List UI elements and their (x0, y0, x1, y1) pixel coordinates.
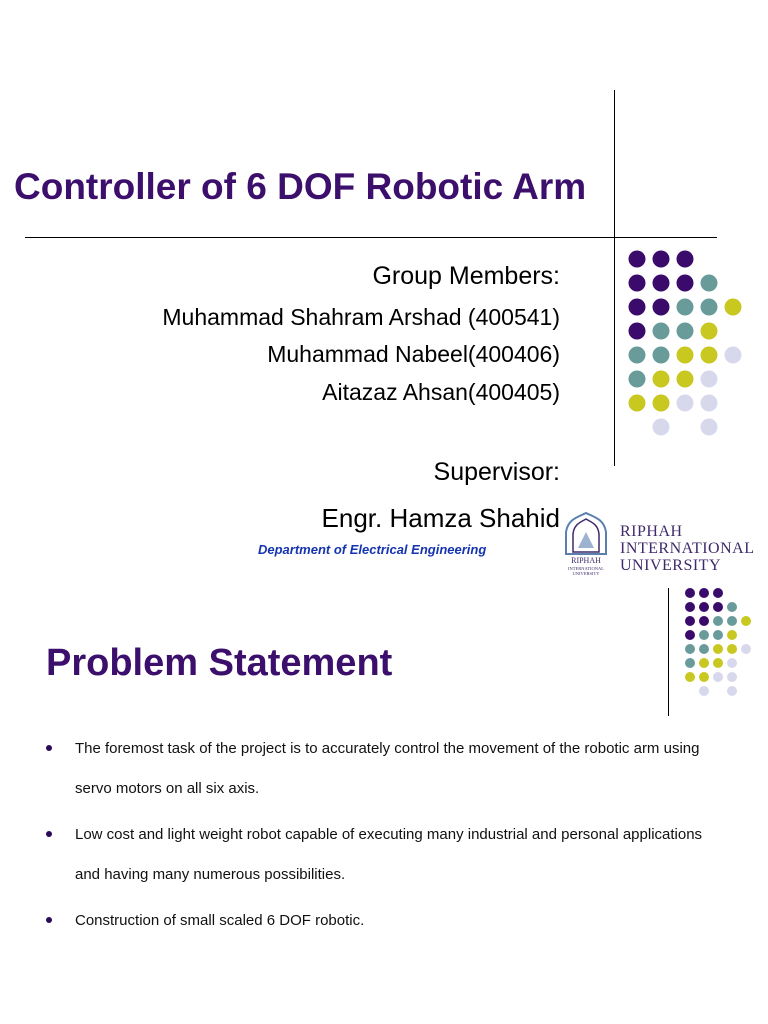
decorative-dot (685, 658, 695, 668)
decorative-dot (629, 323, 646, 340)
logo-line: UNIVERSITY (620, 557, 721, 574)
decorative-dot (653, 419, 670, 436)
department-label: Department of Electrical Engineering (258, 542, 487, 557)
decorative-dot (727, 616, 737, 626)
decorative-dot (713, 602, 723, 612)
decorative-dot (699, 686, 709, 696)
decorative-dot (713, 644, 723, 654)
member-name: Muhammad Shahram Arshad (400541) (162, 304, 560, 330)
title-underline (25, 237, 717, 238)
bullet-text: Construction of small scaled 6 DOF robotic. (75, 912, 365, 929)
decorative-dot (701, 395, 718, 412)
member-name: Aitazaz Ahsan(400405) (322, 379, 560, 405)
decorative-dot (653, 347, 670, 364)
decorative-dot (699, 644, 709, 654)
decorative-dot (741, 616, 751, 626)
decorative-dot (727, 630, 737, 640)
slide-title: Controller of 6 DOF Robotic Arm (14, 166, 587, 207)
group-members-label: Group Members: (372, 262, 560, 290)
decorative-dot (727, 658, 737, 668)
decorative-dot (725, 347, 742, 364)
decorative-dot (727, 644, 737, 654)
decorative-dot (713, 616, 723, 626)
decorative-dot (699, 616, 709, 626)
decorative-dot (713, 658, 723, 668)
decorative-dot (653, 275, 670, 292)
decorative-dot (701, 419, 718, 436)
decorative-dot (629, 275, 646, 292)
decorative-dot (629, 395, 646, 412)
decorative-dot (699, 588, 709, 598)
decorative-dot (699, 658, 709, 668)
decorative-dot (677, 275, 694, 292)
svg-text:UNIVERSITY: UNIVERSITY (572, 571, 600, 576)
decorative-dot (699, 630, 709, 640)
decorative-dot (653, 371, 670, 388)
decorative-dot (725, 299, 742, 316)
decorative-dot (677, 251, 694, 268)
svg-text:INTERNATIONAL: INTERNATIONAL (568, 566, 604, 571)
bullet-icon (46, 917, 52, 923)
vertical-divider (668, 588, 669, 716)
supervisor-name: Engr. Hamza Shahid (321, 503, 560, 533)
decorative-dot (653, 299, 670, 316)
bullet-text: The foremost task of the project is to accurately control the movement of the robotic arm using servo motors on all six axis. (75, 740, 700, 797)
decorative-dot (685, 630, 695, 640)
decorative-dot (713, 672, 723, 682)
decorative-dot (713, 630, 723, 640)
logo-line: INTERNATIONAL (620, 540, 755, 557)
member-name: Muhammad Nabeel(400406) (267, 341, 560, 367)
decorative-dot (701, 299, 718, 316)
decorative-dot (685, 616, 695, 626)
decorative-dot (701, 347, 718, 364)
decorative-dot (677, 323, 694, 340)
decorative-dot (699, 672, 709, 682)
decorative-dot-grid (682, 587, 754, 697)
decorative-dot (653, 251, 670, 268)
decorative-dot (699, 602, 709, 612)
decorative-dot (741, 644, 751, 654)
decorative-dot (685, 644, 695, 654)
decorative-dot (629, 371, 646, 388)
vertical-divider (614, 90, 615, 466)
decorative-dot (677, 299, 694, 316)
bullet-text: Low cost and light weight robot capable of executing many industrial and personal applications and having many numerous possibilities. (75, 826, 703, 883)
decorative-dot (629, 347, 646, 364)
university-logo-icon (556, 510, 616, 578)
decorative-dot-grid (622, 246, 750, 438)
decorative-dot (727, 672, 737, 682)
decorative-dot (677, 347, 694, 364)
decorative-dot (685, 672, 695, 682)
decorative-dot (685, 602, 695, 612)
university-name (620, 523, 754, 574)
decorative-dot (629, 299, 646, 316)
decorative-dot (677, 395, 694, 412)
decorative-dot (713, 588, 723, 598)
bullet-icon (46, 745, 52, 751)
decorative-dot (653, 395, 670, 412)
decorative-dot (629, 251, 646, 268)
slide-title: Problem Statement (46, 642, 393, 684)
bullet-icon (46, 831, 52, 837)
decorative-dot (653, 323, 670, 340)
decorative-dot (701, 371, 718, 388)
decorative-dot (727, 686, 737, 696)
decorative-dot (727, 602, 737, 612)
decorative-dot (677, 371, 694, 388)
svg-text:RIPHAH: RIPHAH (571, 556, 601, 565)
logo-line: RIPHAH (620, 523, 683, 540)
decorative-dot (701, 323, 718, 340)
supervisor-label: Supervisor: (433, 458, 560, 486)
decorative-dot (701, 275, 718, 292)
decorative-dot (685, 588, 695, 598)
